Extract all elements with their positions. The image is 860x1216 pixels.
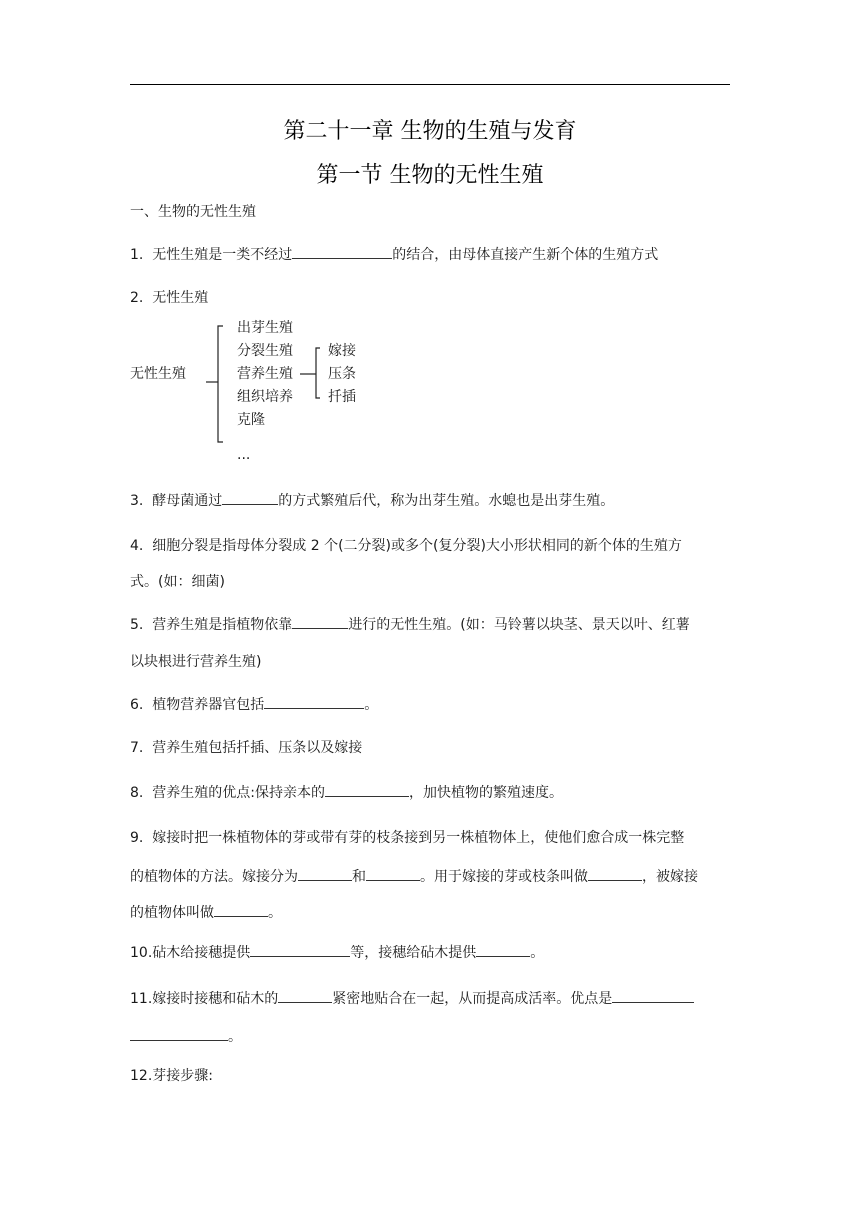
question-3: 3. 酵母菌通过 的方式繁殖后代，称为出芽生殖。水螅也是出芽生殖。 (130, 490, 614, 511)
question-6: 6. 植物营养器官包括 。 (130, 694, 378, 715)
question-number: 7. (130, 740, 144, 756)
question-5: 5. 营养生殖是指植物依靠 进行的无性生殖。(如：马铃薯以块茎、景天以叶、红薯 (130, 614, 690, 635)
tree-branch: 分裂生殖 (237, 343, 293, 359)
question-8: 8. 营养生殖的优点:保持亲本的 ，加快植物的繁殖速度。 (130, 782, 563, 803)
tree-branch: 克隆 (237, 412, 265, 428)
question-11-cont: 。 (130, 1026, 242, 1047)
question-4: 4. 细胞分裂是指母体分裂成 2 个(二分裂)或多个(复分裂)大小形状相同的新个体的生殖方 (130, 538, 682, 554)
question-number: 5. (130, 617, 144, 633)
classification-tree (130, 318, 530, 468)
answer-blank[interactable] (292, 244, 392, 259)
question-number: 12. (130, 1068, 153, 1084)
tree-sub-branch: 压条 (328, 366, 356, 382)
answer-blank[interactable] (366, 866, 420, 881)
answer-blank[interactable] (476, 942, 530, 957)
question-number: 11. (130, 991, 153, 1007)
answer-blank[interactable] (588, 866, 642, 881)
header-rule (130, 84, 730, 85)
question-9-cont: 的植物体的方法。嫁接分为 和 。用于嫁接的芽或枝条叫做 ，被嫁接 (130, 866, 698, 887)
question-5-cont: 以块根进行营养生殖) (130, 654, 262, 670)
answer-blank[interactable] (250, 942, 350, 957)
question-number: 1. (130, 247, 144, 263)
tree-branch: 出芽生殖 (237, 320, 293, 336)
question-2: 2. 无性生殖 (130, 290, 209, 306)
tree-branch: 营养生殖 (237, 366, 293, 382)
answer-blank[interactable] (292, 614, 348, 629)
tree-branch: 组织培养 (237, 389, 293, 405)
question-1: 1. 无性生殖是一类不经过 的结合，由母体直接产生新个体的生殖方式 (130, 244, 658, 265)
question-number: 8. (130, 785, 144, 801)
section-title: 第一节 生物的无性生殖 (316, 163, 544, 188)
answer-blank[interactable] (298, 866, 352, 881)
question-number: 4. (130, 538, 144, 554)
question-number: 6. (130, 697, 144, 713)
answer-blank[interactable] (264, 694, 364, 709)
tree-sub-branch: 扦插 (328, 389, 356, 405)
answer-blank[interactable] (214, 902, 268, 917)
tree-root: 无性生殖 (130, 366, 186, 382)
question-7: 7. 营养生殖包括扦插、压条以及嫁接 (130, 740, 363, 756)
answer-blank[interactable] (130, 1026, 228, 1041)
tree-branch: ... (237, 447, 251, 463)
chapter-title: 第二十一章 生物的生殖与发育 (283, 119, 577, 144)
question-10: 10.砧木给接穗提供 等，接穗给砧木提供 。 (130, 942, 544, 963)
question-11: 11.嫁接时接穗和砧木的 紧密地贴合在一起，从而提高成活率。优点是 (130, 988, 694, 1009)
question-number: 3. (130, 493, 144, 509)
question-number: 10. (130, 945, 153, 961)
section-heading: 一、生物的无性生殖 (130, 204, 256, 220)
answer-blank[interactable] (325, 782, 409, 797)
answer-blank[interactable] (278, 988, 332, 1003)
question-12: 12.芽接步骤: (130, 1068, 213, 1084)
question-4-cont: 式。(如：细菌) (130, 574, 225, 590)
answer-blank[interactable] (612, 988, 694, 1003)
question-9: 9. 嫁接时把一株植物体的芽或带有芽的枝条接到另一株植物体上，使他们愈合成一株完整 (130, 830, 685, 846)
question-number: 2. (130, 290, 144, 306)
question-9-cont2: 的植物体叫做 。 (130, 902, 282, 923)
question-number: 9. (130, 830, 144, 846)
tree-sub-branch: 嫁接 (328, 343, 356, 359)
answer-blank[interactable] (222, 490, 278, 505)
